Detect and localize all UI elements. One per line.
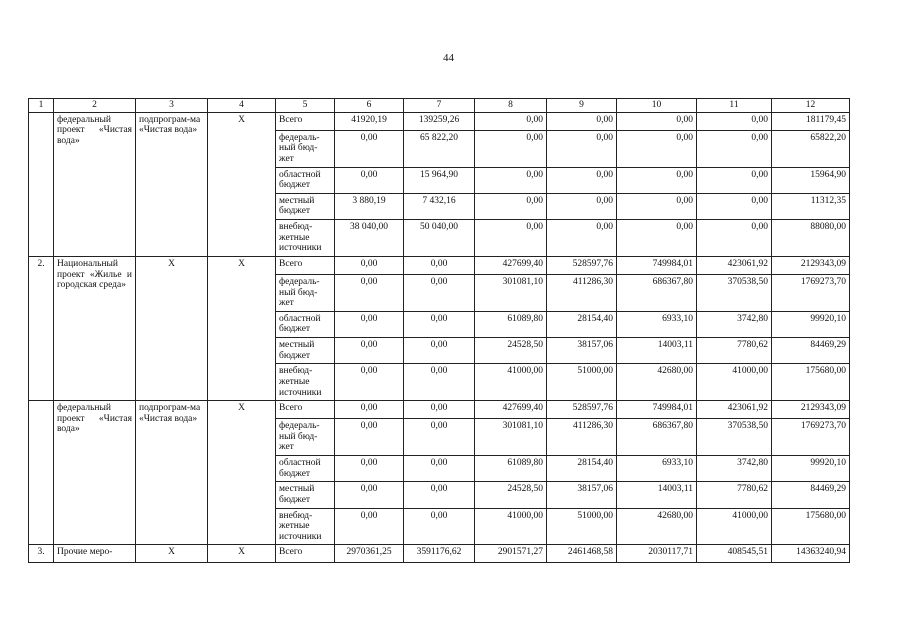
column-header-9: 9 [547,99,617,113]
value-cell-col-9: 411286,30 [547,419,617,456]
column-header-5: 5 [276,99,335,113]
value-cell-col-9: 528597,76 [547,401,617,419]
value-cell-col-12: 15964,90 [772,167,850,193]
column-header-6: 6 [335,99,404,113]
value-cell-col-7: 0,00 [404,274,475,311]
row-number-cell: 3. [29,545,54,563]
value-cell-col-11: 408545,51 [697,545,772,563]
value-cell-col-7: 0,00 [404,419,475,456]
value-cell-col-11: 0,00 [697,220,772,257]
funding-source-cell: внебюд-жетные источники [276,364,335,401]
value-cell-col-9: 51000,00 [547,508,617,545]
funding-source-cell: Всего [276,401,335,419]
value-cell-col-9: 51000,00 [547,364,617,401]
value-cell-col-6: 0,00 [335,419,404,456]
value-cell-col-8: 301081,10 [475,274,547,311]
value-cell-col-11: 3742,80 [697,456,772,482]
value-cell-col-10: 42680,00 [617,364,697,401]
value-cell-col-11: 0,00 [697,112,772,130]
value-cell-col-12: 11312,35 [772,193,850,219]
funding-source-cell: внебюд-жетные источники [276,508,335,545]
value-cell-col-11: 423061,92 [697,401,772,419]
value-cell-col-6: 0,00 [335,364,404,401]
value-cell-col-7: 0,00 [404,256,475,274]
table-row [29,401,850,419]
value-cell-col-11: 0,00 [697,167,772,193]
subprogram-cell: подпрограм-ма «Чистая вода» [136,401,208,545]
value-cell-col-11: 7780,62 [697,482,772,508]
value-cell-col-8: 41000,00 [475,364,547,401]
column-4-cell: Х [208,401,276,545]
value-cell-col-12: 88080,00 [772,220,850,257]
value-cell-col-10: 2030117,71 [617,545,697,563]
value-cell-col-8: 61089,80 [475,311,547,337]
value-cell-col-11: 3742,80 [697,311,772,337]
value-cell-col-12: 2129343,09 [772,401,850,419]
value-cell-col-6: 0,00 [335,508,404,545]
row-number-cell [29,401,54,545]
value-cell-col-6: 38 040,00 [335,220,404,257]
value-cell-col-9: 2461468,58 [547,545,617,563]
value-cell-col-10: 0,00 [617,220,697,257]
value-cell-col-7: 0,00 [404,508,475,545]
value-cell-col-8: 0,00 [475,167,547,193]
value-cell-col-10: 0,00 [617,130,697,167]
page-number: 44 [443,52,454,64]
value-cell-col-9: 0,00 [547,220,617,257]
value-cell-col-6: 0,00 [335,456,404,482]
funding-source-cell: федераль-ный бюд-жет [276,130,335,167]
value-cell-col-10: 6933,10 [617,311,697,337]
value-cell-col-12: 99920,10 [772,456,850,482]
value-cell-col-8: 41000,00 [475,508,547,545]
value-cell-col-11: 0,00 [697,193,772,219]
column-header-10: 10 [617,99,697,113]
value-cell-col-7: 3591176,62 [404,545,475,563]
value-cell-col-10: 749984,01 [617,256,697,274]
value-cell-col-10: 0,00 [617,167,697,193]
project-name-cell: федеральный проект «Чистая вода» [54,401,136,545]
value-cell-col-12: 84469,29 [772,482,850,508]
value-cell-col-12: 14363240,94 [772,545,850,563]
value-cell-col-7: 139259,26 [404,112,475,130]
column-4-cell: Х [208,256,276,400]
value-cell-col-9: 38157,06 [547,338,617,364]
value-cell-col-12: 181179,45 [772,112,850,130]
value-cell-col-12: 1769273,70 [772,274,850,311]
value-cell-col-10: 749984,01 [617,401,697,419]
value-cell-col-10: 686367,80 [617,419,697,456]
value-cell-col-10: 14003,11 [617,338,697,364]
value-cell-col-8: 61089,80 [475,456,547,482]
value-cell-col-12: 1769273,70 [772,419,850,456]
value-cell-col-8: 0,00 [475,220,547,257]
value-cell-col-6: 0,00 [335,338,404,364]
value-cell-col-6: 41920,19 [335,112,404,130]
value-cell-col-6: 0,00 [335,167,404,193]
value-cell-col-8: 24528,50 [475,482,547,508]
table-body [29,99,850,563]
column-header-11: 11 [697,99,772,113]
funding-source-cell: областной бюджет [276,456,335,482]
value-cell-col-8: 2901571,27 [475,545,547,563]
value-cell-col-7: 0,00 [404,364,475,401]
value-cell-col-6: 0,00 [335,311,404,337]
value-cell-col-8: 0,00 [475,193,547,219]
column-header-1: 1 [29,99,54,113]
funding-source-cell: федераль-ный бюд-жет [276,419,335,456]
value-cell-col-8: 301081,10 [475,419,547,456]
column-header-2: 2 [54,99,136,113]
value-cell-col-8: 0,00 [475,112,547,130]
value-cell-col-10: 6933,10 [617,456,697,482]
header-row [29,99,850,113]
value-cell-col-12: 2129343,09 [772,256,850,274]
column-header-7: 7 [404,99,475,113]
funding-source-cell: внебюд-жетные источники [276,220,335,257]
funding-source-cell: Всего [276,112,335,130]
project-name-cell: Прочие меро- [54,545,136,563]
column-header-4: 4 [208,99,276,113]
row-number-cell: 2. [29,256,54,400]
column-header-12: 12 [772,99,850,113]
table-row [29,545,850,563]
value-cell-col-11: 423061,92 [697,256,772,274]
value-cell-col-8: 427699,40 [475,401,547,419]
funding-source-cell: областной бюджет [276,311,335,337]
value-cell-col-6: 0,00 [335,130,404,167]
funding-source-cell: местный бюджет [276,338,335,364]
value-cell-col-6: 3 880,19 [335,193,404,219]
row-number-cell [29,112,54,256]
value-cell-col-9: 38157,06 [547,482,617,508]
value-cell-col-10: 686367,80 [617,274,697,311]
budget-table [28,98,850,563]
value-cell-col-11: 41000,00 [697,364,772,401]
funding-source-cell: местный бюджет [276,193,335,219]
subprogram-cell: подпрограм-ма «Чистая вода» [136,112,208,256]
value-cell-col-10: 42680,00 [617,508,697,545]
column-header-3: 3 [136,99,208,113]
value-cell-col-12: 175680,00 [772,364,850,401]
value-cell-col-10: 0,00 [617,112,697,130]
value-cell-col-12: 84469,29 [772,338,850,364]
value-cell-col-7: 0,00 [404,401,475,419]
value-cell-col-8: 427699,40 [475,256,547,274]
value-cell-col-8: 0,00 [475,130,547,167]
value-cell-col-6: 0,00 [335,256,404,274]
value-cell-col-12: 65822,20 [772,130,850,167]
value-cell-col-10: 0,00 [617,193,697,219]
value-cell-col-6: 2970361,25 [335,545,404,563]
value-cell-col-7: 0,00 [404,456,475,482]
value-cell-col-12: 175680,00 [772,508,850,545]
subprogram-cell: Х [136,545,208,563]
value-cell-col-9: 528597,76 [547,256,617,274]
column-4-cell: Х [208,112,276,256]
value-cell-col-9: 28154,40 [547,456,617,482]
value-cell-col-7: 7 432,16 [404,193,475,219]
funding-source-cell: местный бюджет [276,482,335,508]
value-cell-col-11: 7780,62 [697,338,772,364]
funding-source-cell: федераль-ный бюд-жет [276,274,335,311]
value-cell-col-6: 0,00 [335,401,404,419]
value-cell-col-7: 0,00 [404,311,475,337]
column-header-8: 8 [475,99,547,113]
value-cell-col-9: 0,00 [547,167,617,193]
value-cell-col-9: 28154,40 [547,311,617,337]
value-cell-col-6: 0,00 [335,274,404,311]
table-row [29,256,850,274]
value-cell-col-8: 24528,50 [475,338,547,364]
funding-source-cell: Всего [276,545,335,563]
value-cell-col-7: 15 964,90 [404,167,475,193]
funding-source-cell: Всего [276,256,335,274]
value-cell-col-7: 50 040,00 [404,220,475,257]
project-name-cell: Национальный проект «Жилье и городская среда» [54,256,136,400]
funding-source-cell: областной бюджет [276,167,335,193]
value-cell-col-6: 0,00 [335,482,404,508]
value-cell-col-11: 0,00 [697,130,772,167]
table-row [29,112,850,130]
value-cell-col-7: 65 822,20 [404,130,475,167]
value-cell-col-7: 0,00 [404,338,475,364]
value-cell-col-11: 370538,50 [697,274,772,311]
column-4-cell: Х [208,545,276,563]
value-cell-col-11: 370538,50 [697,419,772,456]
value-cell-col-11: 41000,00 [697,508,772,545]
subprogram-cell: Х [136,256,208,400]
value-cell-col-12: 99920,10 [772,311,850,337]
value-cell-col-9: 411286,30 [547,274,617,311]
value-cell-col-10: 14003,11 [617,482,697,508]
project-name-cell: федеральный проект «Чистая вода» [54,112,136,256]
value-cell-col-9: 0,00 [547,130,617,167]
value-cell-col-9: 0,00 [547,193,617,219]
value-cell-col-7: 0,00 [404,482,475,508]
value-cell-col-9: 0,00 [547,112,617,130]
